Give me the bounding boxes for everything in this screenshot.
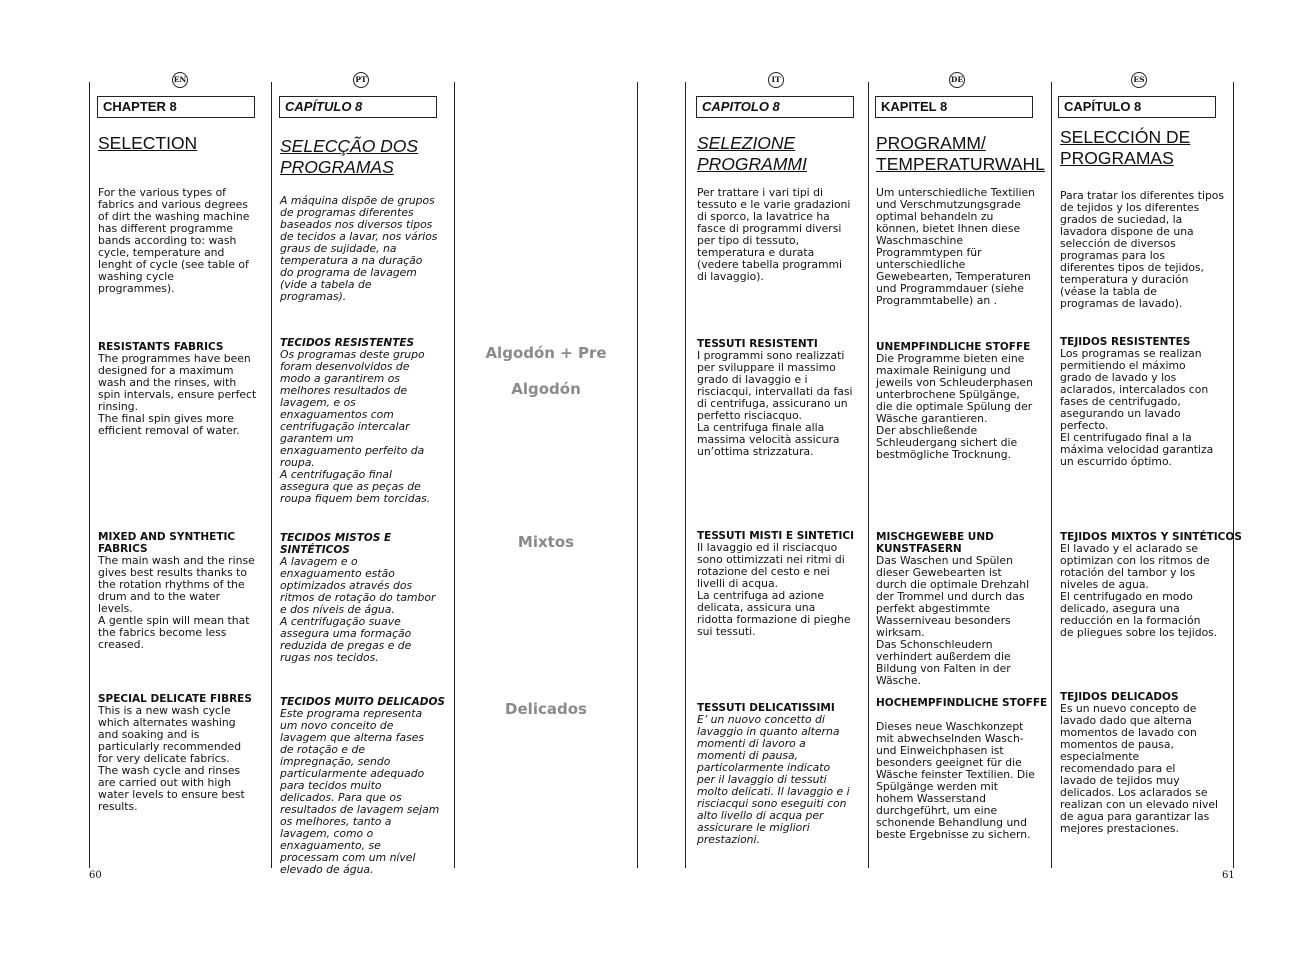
subsection-text: Il lavaggio ed il risciacquo sono ottimizzati nei ritmi di rotazione del cesto e nei livelli di acqua. La centrifuga ad azione delicata, assicura una ridotta formazione di pieghe sui tessuti. bbox=[697, 541, 851, 638]
intro-text: For the various types of fabrics and various degrees of dirt the washing machine has different programme bands according to: wash cycle, temperature and lenght of cycle (see table of washing cycle programmes). bbox=[98, 186, 250, 295]
program-name: Algodón + Pre bbox=[485, 344, 607, 362]
section-title: PROGRAMM/ TEMPERATURWAHL bbox=[876, 133, 1045, 174]
column-divider bbox=[637, 82, 638, 868]
subsection-heading: TEJIDOS DELICADOS bbox=[1060, 691, 1179, 703]
subsection-heading: TEJIDOS RESISTENTES bbox=[1060, 336, 1191, 348]
language-badge-de: DE bbox=[949, 72, 965, 88]
column-divider bbox=[868, 82, 869, 868]
subsection-heading: UNEMPFINDLICHE STOFFE bbox=[876, 341, 1031, 353]
subsection-text: This is a new wash cycle which alternates washing and soaking and is particularly recommended for very delicate fabrics. The wash cycle and rinses are carried out with high water levels to ensure best results. bbox=[98, 704, 245, 813]
section-title: SELEZIONE PROGRAMMI bbox=[697, 133, 807, 174]
section-title: SELECÇÃO DOS PROGRAMAS bbox=[280, 136, 419, 177]
page-number-left: 60 bbox=[89, 870, 102, 881]
subsection-heading: SPECIAL DELICATE FIBRES bbox=[98, 693, 252, 705]
subsection-heading: MIXED AND SYNTHETIC FABRICS bbox=[98, 531, 236, 555]
subsection-text: El lavado y el aclarado se optimizan con los ritmos de rotación del tambor y los niveles de agua. El centrifugado en modo delicado, asegura una reducción en la formación de pliegues sobre los tejidos. bbox=[1060, 542, 1218, 639]
column-divider bbox=[271, 82, 272, 868]
intro-text: Para tratar los diferentes tipos de tejidos y los diferentes grados de suciedad, la lavadora dispone de una selección de diversos programas para los diferentes tipos de tejidos, temperatura y duración (véase la tabla de programas de lavado). bbox=[1060, 189, 1225, 310]
program-name: Algodón bbox=[511, 380, 581, 398]
chapter-heading: KAPITEL 8 bbox=[875, 96, 1033, 118]
program-name: Mixtos bbox=[517, 533, 575, 551]
language-badge-es: ES bbox=[1131, 72, 1147, 88]
subsection-heading: HOCHEMPFINDLICHE STOFFE bbox=[876, 697, 1048, 709]
subsection-text: Los programas se realizan permitiendo el máximo grado de lavado y los aclarados, intercalados con fases de centrifugado, asegurando un lavado perfecto. El centrifugado final a la máxima velocidad garantiza un escurrido óptimo. bbox=[1060, 347, 1214, 468]
subsection-text: E’ un nuovo concetto di lavaggio in quanto alterna momenti di lavoro a momenti di pausa, particolarmente indicato per il lavaggio di tessuti molto delicati. Il lavaggio e i risciacqui sono eseguiti con alto livello di acqua per assicurare le migliori prestazioni. bbox=[697, 713, 850, 846]
language-badge-en: EN bbox=[172, 72, 188, 88]
subsection-text: Das Waschen und Spülen dieser Gewebearten ist durch die optimale Drehzahl der Trommel und durch das perfekt abgestimmte Wasserniveau besonders wirksam. Das Schonschleudern verhindert außerdem die Bildung von Falten in der Wäsche. bbox=[876, 554, 1030, 687]
subsection-heading: RESISTANTS FABRICS bbox=[98, 341, 224, 353]
chapter-heading: CHAPTER 8 bbox=[97, 96, 255, 118]
subsection-text: Dieses neue Waschkonzept mit abwechselnden Wasch- und Einweichphasen ist besonders geeignet für die Wäsche feinster Textilien. Die Spülgänge werden mit hohem Wasserstand durchgeführt, um eine schonende Behandlung und beste Ergebnisse zu sichern. bbox=[876, 720, 1035, 841]
subsection-heading: TECIDOS MISTOS E SINTÉTICOS bbox=[280, 532, 392, 556]
subsection-text: The programmes have been designed for a maximum wash and the rinses, with spin intervals, ensure perfect rinsing. The final spin gives more efficient removal of water. bbox=[98, 352, 257, 437]
language-badge-it: IT bbox=[768, 72, 784, 88]
subsection-heading: TECIDOS MUITO DELICADOS bbox=[280, 696, 445, 708]
chapter-heading: CAPÍTULO 8 bbox=[279, 96, 437, 118]
intro-text: Per trattare i vari tipi di tessuto e le varie gradazioni di sporco, la lavatrice ha fasce di programmi diversi per tipo di tessuto, temperatura e durata (vedere tabella programmi di lavaggio). bbox=[697, 186, 851, 283]
program-name: Delicados bbox=[505, 700, 587, 718]
column-divider bbox=[685, 82, 686, 868]
column-divider bbox=[454, 82, 455, 868]
subsection-text: A lavagem e o enxaguamento estão optimizados através dos ritmos de rotação do tambor e dos níveis de água. A centrifugação suave assegura uma formação reduzida de pregas e de rugas nos tecidos. bbox=[280, 555, 436, 664]
subsection-heading: MISCHGEWEBE UND KUNSTFASERN bbox=[876, 531, 994, 555]
chapter-heading: CAPITOLO 8 bbox=[696, 96, 854, 118]
subsection-heading: TECIDOS RESISTENTES bbox=[280, 337, 415, 349]
chapter-heading: CAPÍTULO 8 bbox=[1058, 96, 1216, 118]
subsection-text: Este programa representa um novo conceito de lavagem que alterna fases de rotação e de impregnação, sendo particularmente adequado para tecidos muito delicados. Para que os resultados de lavagem sejam os melhores, tanto a lavagem, como o enxaguamento, se processam com um nível elevado de água. bbox=[280, 707, 440, 876]
subsection-text: I programmi sono realizzati per sviluppare il massimo grado di lavaggio e i risciacqui, intervallati da fasi di centrifuga, assicurano un perfetto risciacquo. La centrifuga finale alla massima velocità assicura un’ottima strizzatura. bbox=[697, 349, 853, 458]
subsection-heading: TESSUTI DELICATISSIMI bbox=[697, 702, 835, 714]
language-badge-pt: PT bbox=[353, 72, 369, 88]
column-divider bbox=[89, 82, 90, 868]
section-title: SELECCIÓN DE PROGRAMAS bbox=[1060, 127, 1191, 168]
subsection-text: Die Programme bieten eine maximale Reinigung und jeweils von Schleuderphasen unterbrochene Spülgänge, die die optimale Spülung der Wäsche garantieren. Der abschließende Schleudergang sichert die bestmögliche Trocknung. bbox=[876, 352, 1033, 461]
subsection-heading: TESSUTI RESISTENTI bbox=[697, 338, 818, 350]
intro-text: Um unterschiedliche Textilien und Verschmutzungsgrade optimal behandeln zu können, bietet Ihnen diese Waschmaschine Programmtypen für unterschiedliche Gewebearten, Temperaturen und Programmdauer (siehe Programmtabelle) an . bbox=[876, 186, 1035, 307]
page-number-right: 61 bbox=[1222, 870, 1235, 881]
column-divider bbox=[1051, 82, 1052, 868]
subsection-heading: TESSUTI MISTI E SINTETICI bbox=[697, 530, 854, 542]
subsection-text: Es un nuevo concepto de lavado dado que alterna momentos de lavado con momentos de pausa, especialmente recomendado para el lavado de tejidos muy delicados. Los aclarados se realizan con un elevado nivel de agua para garantizar las mejores prestaciones. bbox=[1060, 702, 1219, 835]
column-divider bbox=[1233, 82, 1234, 868]
subsection-heading: TEJIDOS MIXTOS Y SINTÉTICOS bbox=[1060, 531, 1242, 543]
subsection-text: Os programas deste grupo foram desenvolvidos de modo a garantirem os melhores resultados de lavagem, e os enxaguamentos com centrifugação intercalar garantem um enxaguamento perfeito da roupa. A centrifugação final assegura que as peças de roupa fiquem bem torcidas. bbox=[280, 348, 431, 505]
subsection-text: The main wash and the rinse gives best results thanks to the rotation rhythms of the drum and to the water levels. A gentle spin will mean that the fabrics become less creased. bbox=[98, 554, 255, 651]
section-title: SELECTION bbox=[98, 133, 198, 153]
intro-text: A máquina dispõe de grupos de programas diferentes baseados nos diversos tipos de tecidos a lavar, nos vários graus de sujidade, na temperatura a na duração do programa de lavagem (vide a tabela de programas). bbox=[280, 194, 438, 303]
